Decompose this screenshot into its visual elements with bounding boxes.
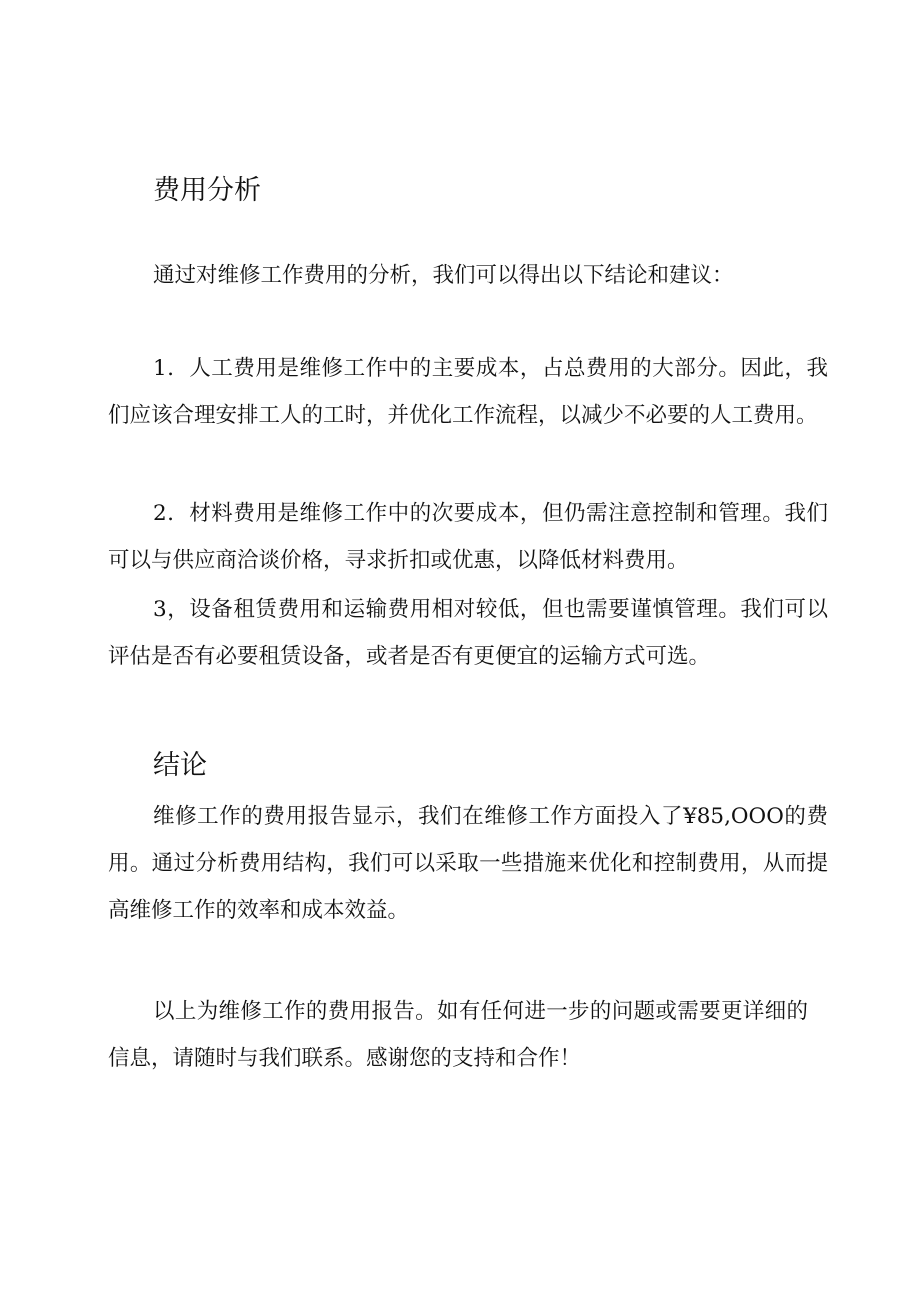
cost-analysis-intro: 通过对维修工作费用的分析，我们可以得出以下结论和建议： [153, 263, 734, 288]
recommendation-item-3: 3，设备租赁费用和运输费用相对较低，但也需要谨慎管理。我们可以评估是否有必要租赁设备，或者是否有更便宜的运输方式可选。 [108, 597, 828, 669]
section-heading-cost-analysis: 费用分析 [153, 175, 261, 206]
recommendation-item-1: 1．人工费用是维修工作中的主要成本，占总费用的大部分。因此，我们应该合理安排工人的工时，并优化工作流程，以减少不必要的人工费用。 [108, 356, 828, 428]
recommendation-item-2: 2．材料费用是维修工作中的次要成本，但仍需注意控制和管理。我们可以与供应商洽谈价格，寻求折扣或优惠，以降低材料费用。 [108, 501, 828, 573]
section-heading-conclusion: 结论 [153, 750, 207, 781]
conclusion-body: 维修工作的费用报告显示，我们在维修工作方面投入了¥85,OOO的费用。通过分析费用结构，我们可以采取一些措施来优化和控制费用，从而提高维修工作的效率和成本效益。 [108, 804, 828, 923]
closing-remarks: 以上为维修工作的费用报告。如有任何进一步的问题或需要更详细的信息，请随时与我们联系。感谢您的支持和合作！ [108, 999, 808, 1071]
